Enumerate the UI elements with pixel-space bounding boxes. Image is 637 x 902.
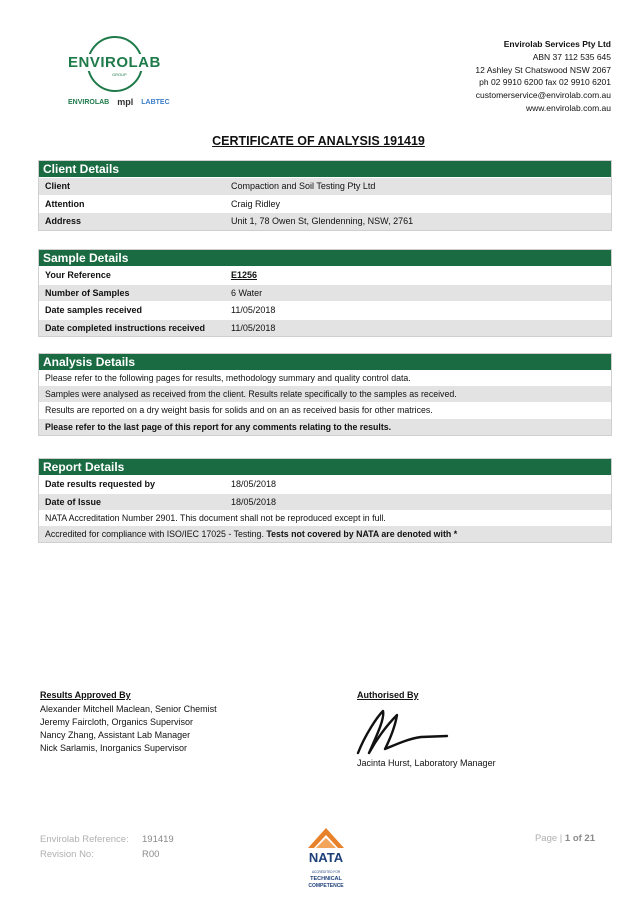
logo-brand-text: ENVIROLAB	[68, 54, 161, 71]
reference-label: Envirolab Reference:	[40, 834, 129, 845]
row-value: Craig Ridley	[231, 198, 281, 209]
results-approved-block	[40, 689, 217, 755]
company-email[interactable]: customerservice@envirolab.com.au	[475, 90, 611, 101]
table-row	[39, 475, 611, 493]
page-indicator	[535, 833, 595, 844]
table-row	[39, 493, 611, 511]
client-details-section	[38, 160, 612, 231]
company-name: Envirolab Services Pty Ltd	[503, 39, 611, 49]
table-row	[39, 177, 611, 195]
sub-logo-labtec: LABTEC	[141, 98, 170, 106]
nata-sub-1: ACCREDITED FOR	[311, 870, 341, 874]
revision-label: Revision No:	[40, 849, 94, 860]
approver-name: Alexander Mitchell Maclean, Senior Chemist	[40, 704, 217, 714]
authorised-block	[357, 689, 419, 702]
footer-reference	[40, 832, 174, 862]
row-value: Unit 1, 78 Owen St, Glendenning, NSW, 2761	[231, 216, 414, 226]
analysis-details-section	[38, 353, 612, 436]
table-row	[39, 212, 611, 230]
approver-name: Jeremy Faircloth, Organics Supervisor	[40, 717, 194, 727]
approver-name: Nick Sarlamis, Inorganics Supervisor	[40, 743, 188, 753]
row-label: Address	[45, 216, 82, 226]
nata-line: NATA Accreditation Number 2901. This document shall not be reproduced except in full.	[45, 513, 386, 523]
analysis-line: Samples were analysed as received from the client. Results relate specifically to the samples as received.	[39, 386, 611, 402]
row-label: Date completed instructions received	[45, 322, 206, 333]
nata-logo-text: NATA	[308, 850, 344, 865]
table-row	[39, 319, 611, 337]
row-label: Your Reference	[45, 270, 111, 280]
company-abn: ABN 37 112 535 645	[532, 51, 611, 62]
page-prefix: Page |	[534, 833, 565, 844]
sample-details-section	[38, 249, 612, 337]
authorised-heading: Authorised By	[357, 690, 419, 700]
row-value: 18/05/2018	[231, 496, 277, 507]
row-label: Number of Samples	[45, 287, 130, 298]
sub-logo-envirolab: ENVIROLAB	[68, 98, 110, 106]
report-details-section	[38, 458, 612, 543]
section-heading: Client Details	[39, 161, 611, 177]
certificate-title: CERTIFICATE OF ANALYSIS 191419	[212, 134, 425, 148]
row-value: E1256	[231, 270, 258, 280]
section-heading: Analysis Details	[39, 354, 611, 370]
row-value: 18/05/2018	[231, 479, 277, 489]
row-label: Attention	[45, 198, 85, 209]
sub-brand-logos	[68, 97, 170, 107]
nata-logo-icon	[300, 826, 352, 892]
row-value: 11/05/2018	[231, 305, 276, 315]
analysis-line: Results are reported on a dry weight basis for solids and on an as received basis for other matrices.	[45, 405, 433, 416]
row-label: Date of Issue	[45, 496, 102, 507]
row-value: 11/05/2018	[231, 322, 276, 333]
section-heading: Report Details	[39, 459, 611, 475]
table-row	[39, 266, 611, 284]
signer-name: Jacinta Hurst, Laboratory Manager	[357, 758, 496, 768]
table-row	[39, 284, 611, 302]
reference-value: 191419	[142, 834, 174, 845]
table-row	[39, 301, 611, 319]
analysis-line: Please refer to the following pages for results, methodology summary and quality control data.	[45, 373, 411, 383]
accredited-bold: Tests not covered by NATA are denoted with *	[266, 529, 458, 540]
approver-name: Nancy Zhang, Assistant Lab Manager	[40, 730, 191, 740]
row-label: Date samples received	[45, 305, 143, 315]
company-address: 12 Ashley St Chatswood NSW 2067	[475, 64, 611, 75]
envirolab-logo	[52, 30, 202, 115]
revision-value: R00	[142, 849, 160, 860]
row-label: Date results requested by	[45, 479, 156, 489]
table-row	[39, 195, 611, 213]
accredited-prefix: Accredited for compliance with ISO/IEC 17025 - Testing.	[45, 529, 264, 540]
analysis-line-bold: Please refer to the last page of this report for any comments relating to the results.	[39, 419, 611, 435]
row-value: 6 Water	[231, 287, 263, 298]
approved-heading: Results Approved By	[40, 690, 131, 700]
row-value: Compaction and Soil Testing Pty Ltd	[231, 181, 376, 191]
company-info	[475, 38, 611, 115]
signature-icon	[355, 705, 450, 757]
section-heading: Sample Details	[39, 250, 611, 266]
sub-logo-mpl: mpl	[117, 97, 134, 107]
accredited-line	[39, 526, 611, 542]
row-label: Client	[45, 181, 71, 191]
page-value: 1 of 21	[564, 833, 595, 844]
company-website[interactable]: www.envirolab.com.au	[525, 102, 611, 113]
logo-group-text: GROUP	[112, 72, 127, 77]
nata-sub-2: TECHNICAL	[310, 876, 342, 882]
company-phone: ph 02 9910 6200 fax 02 9910 6201	[479, 77, 611, 88]
nata-sub-3: COMPETENCE	[308, 883, 344, 889]
